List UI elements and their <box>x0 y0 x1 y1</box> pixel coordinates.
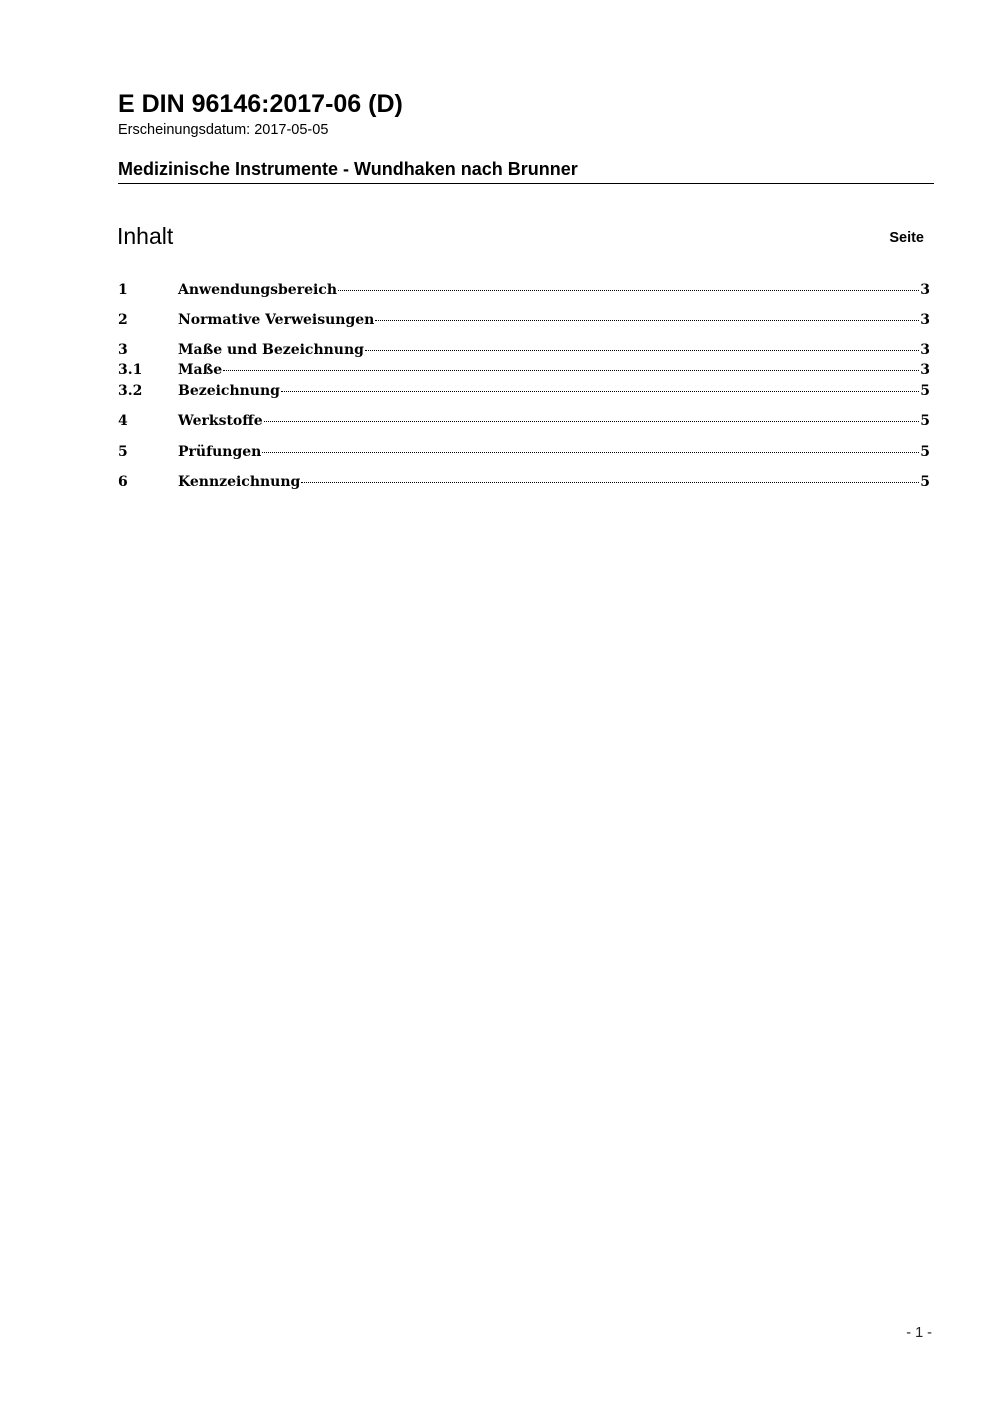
toc-entry-title: Maße <box>178 362 223 378</box>
footer-page-number: - 1 - <box>906 1325 932 1341</box>
toc-dot-leader <box>375 320 919 321</box>
toc-entry[interactable] <box>118 310 930 330</box>
toc-entry-number: 3.1 <box>118 362 143 378</box>
toc-entry[interactable] <box>118 442 930 462</box>
toc-entry-page: 5 <box>920 413 930 429</box>
toc-entry-page: 3 <box>920 362 930 378</box>
toc-entry-title: Bezeichnung <box>178 383 280 399</box>
toc-entry-title: Werkstoffe <box>178 413 263 429</box>
toc-entry[interactable] <box>118 411 930 431</box>
toc-entry-page: 3 <box>920 342 930 358</box>
toc-entry-number: 3 <box>118 342 128 358</box>
subject-divider <box>118 183 934 184</box>
toc-entry-title: Normative Verweisungen <box>178 312 375 328</box>
issue-date: Erscheinungsdatum: 2017-05-05 <box>118 122 329 138</box>
document-title: E DIN 96146:2017-06 (D) <box>118 90 403 118</box>
toc-entry-title: Kennzeichnung <box>178 474 301 490</box>
toc-heading: Inhalt <box>117 223 174 249</box>
toc-entry-number: 4 <box>118 413 128 429</box>
toc-entry-page: 5 <box>920 444 930 460</box>
toc-entry[interactable] <box>118 360 930 380</box>
toc-entry-number: 2 <box>118 312 128 328</box>
toc-entry-page: 5 <box>920 474 930 490</box>
toc-entry-title: Prüfungen <box>178 444 262 460</box>
toc-dot-leader <box>281 391 919 392</box>
toc-entry-number: 6 <box>118 474 128 490</box>
toc-dot-leader <box>301 482 919 483</box>
toc-entry-number: 3.2 <box>118 383 143 399</box>
toc-dot-leader <box>264 421 920 422</box>
toc-dot-leader <box>262 452 919 453</box>
toc-dot-leader <box>223 370 919 371</box>
toc-entry[interactable] <box>118 472 930 492</box>
toc-entry-page: 3 <box>920 282 930 298</box>
toc-entry-page: 5 <box>920 383 930 399</box>
toc-entry-page: 3 <box>920 312 930 328</box>
toc-entry[interactable] <box>118 280 930 300</box>
toc-page-column-label: Seite <box>889 230 924 246</box>
toc-entry-title: Maße und Bezeichnung <box>178 342 364 358</box>
toc-entry-number: 1 <box>118 282 128 298</box>
toc-entry-title: Anwendungsbereich <box>178 282 337 298</box>
toc-entry[interactable] <box>118 381 930 401</box>
document-subject: Medizinische Instrumente - Wundhaken nach Brunner <box>118 159 578 179</box>
toc-entry[interactable] <box>118 340 930 360</box>
toc-entry-number: 5 <box>118 444 128 460</box>
toc-dot-leader <box>338 290 919 291</box>
toc-dot-leader <box>365 350 919 351</box>
